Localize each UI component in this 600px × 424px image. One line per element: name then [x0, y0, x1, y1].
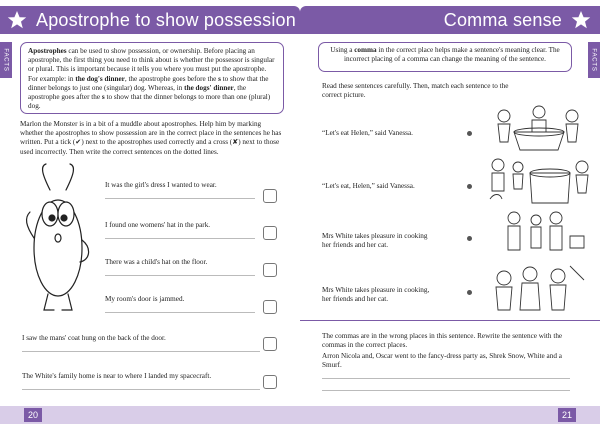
facts-tab-right: FACTS — [588, 42, 600, 78]
match-dot-2[interactable] — [467, 184, 472, 189]
answer-line-6[interactable] — [22, 389, 260, 390]
star-icon — [6, 9, 28, 31]
match-sentence-2: “Let's eat, Helen,” said Vanessa. — [322, 182, 415, 190]
apostrophe-instructions: Marlon the Monster is in a bit of a muddle about apostrophes. Help him by marking whether the apostrophes to show possession are in the correct place in the sentences he has written. Put a tick (✔) next to the apostrophes used correctly and a cross (✘) next to those used incorrectly. Then write the correct sentences on the dotted lines. — [20, 120, 282, 156]
star-icon — [570, 9, 592, 31]
monster-illustration — [20, 160, 100, 315]
rewrite-sentence: Arron Nicola and, Oscar went to the fancy-dress party as, Shrek Snow, White and a Smurf. — [322, 352, 562, 370]
match-sentence-1: “Let's eat Helen,” said Vanessa. — [322, 129, 413, 137]
tick-box-4[interactable] — [263, 300, 277, 314]
sentence-1: It was the girl's dress I wanted to wear. — [105, 181, 217, 189]
comma-instructions: Read these sentences carefully. Then, match each sentence to the correct picture. — [322, 82, 509, 100]
answer-line-3[interactable] — [105, 275, 255, 276]
answer-line-4[interactable] — [105, 312, 255, 313]
left-title-banner — [0, 6, 300, 34]
tick-box-3[interactable] — [263, 263, 277, 277]
dinner-table-illustration — [484, 102, 594, 154]
left-footer-band — [0, 406, 300, 424]
answer-line-5[interactable] — [22, 351, 260, 352]
sentence-5: I saw the mans' coat hung on the back of the door. — [22, 334, 166, 342]
match-dot-4[interactable] — [467, 290, 472, 295]
woman-with-friends-illustration — [484, 262, 594, 314]
answer-line-1[interactable] — [105, 198, 255, 199]
match-dot-3[interactable] — [467, 236, 472, 241]
facts-tab-left: FACTS — [0, 42, 12, 78]
sentence-4: My room's door is jammed. — [105, 295, 185, 303]
page-number-right: 21 — [558, 408, 576, 422]
section-divider — [300, 320, 600, 321]
match-sentence-4: Mrs White takes pleasure in cooking, her friends and her cat. — [322, 286, 430, 304]
right-page — [300, 0, 600, 424]
comma-fact-box: Using a comma in the correct place helps make a sentence's meaning clear. The incorrect placing of a comma can change the meaning of the sentence. — [318, 42, 572, 72]
tick-box-6[interactable] — [263, 375, 277, 389]
rewrite-instructions: The commas are in the wrong places in this sentence. Rewrite the sentence with the commas in the correct places. — [322, 332, 563, 350]
cooking-pot-illustration — [484, 155, 594, 207]
match-dot-1[interactable] — [467, 131, 472, 136]
rewrite-line-2[interactable] — [322, 390, 570, 391]
right-title-banner — [300, 6, 600, 34]
right-footer-band — [300, 406, 600, 424]
sentence-6: The White's family home is near to where I landed my spacecraft. — [22, 372, 212, 380]
left-page-title: Apostrophe to show possession — [36, 9, 296, 30]
apostrophe-fact-box: Apostrophes can be used to show possession, or ownership. Before placing an apostrophe, the first thing you need to think about is whether the possessor is singular or plural. This is important because it tells you where you must put the apostrophe. For example: in the dog's dinner, the apostrophe goes before the s to show that the dinner belongs to just one (singular) dog. Whereas, in the dogs' dinner, the apostrophe goes after the s to show that the dinner belongs to more than one (plural) dog. — [20, 42, 284, 114]
friends-group-illustration — [484, 206, 594, 258]
tick-box-5[interactable] — [263, 337, 277, 351]
match-sentence-3: Mrs White takes pleasure in cooking her friends and her cat. — [322, 232, 428, 250]
rewrite-line-1[interactable] — [322, 378, 570, 379]
tick-box-2[interactable] — [263, 226, 277, 240]
right-page-title: Comma sense — [443, 9, 562, 30]
sentence-3: There was a child's hat on the floor. — [105, 258, 208, 266]
answer-line-2[interactable] — [105, 238, 255, 239]
page-number-left: 20 — [24, 408, 42, 422]
sentence-2: I found one womens' hat in the park. — [105, 221, 211, 229]
tick-box-1[interactable] — [263, 189, 277, 203]
